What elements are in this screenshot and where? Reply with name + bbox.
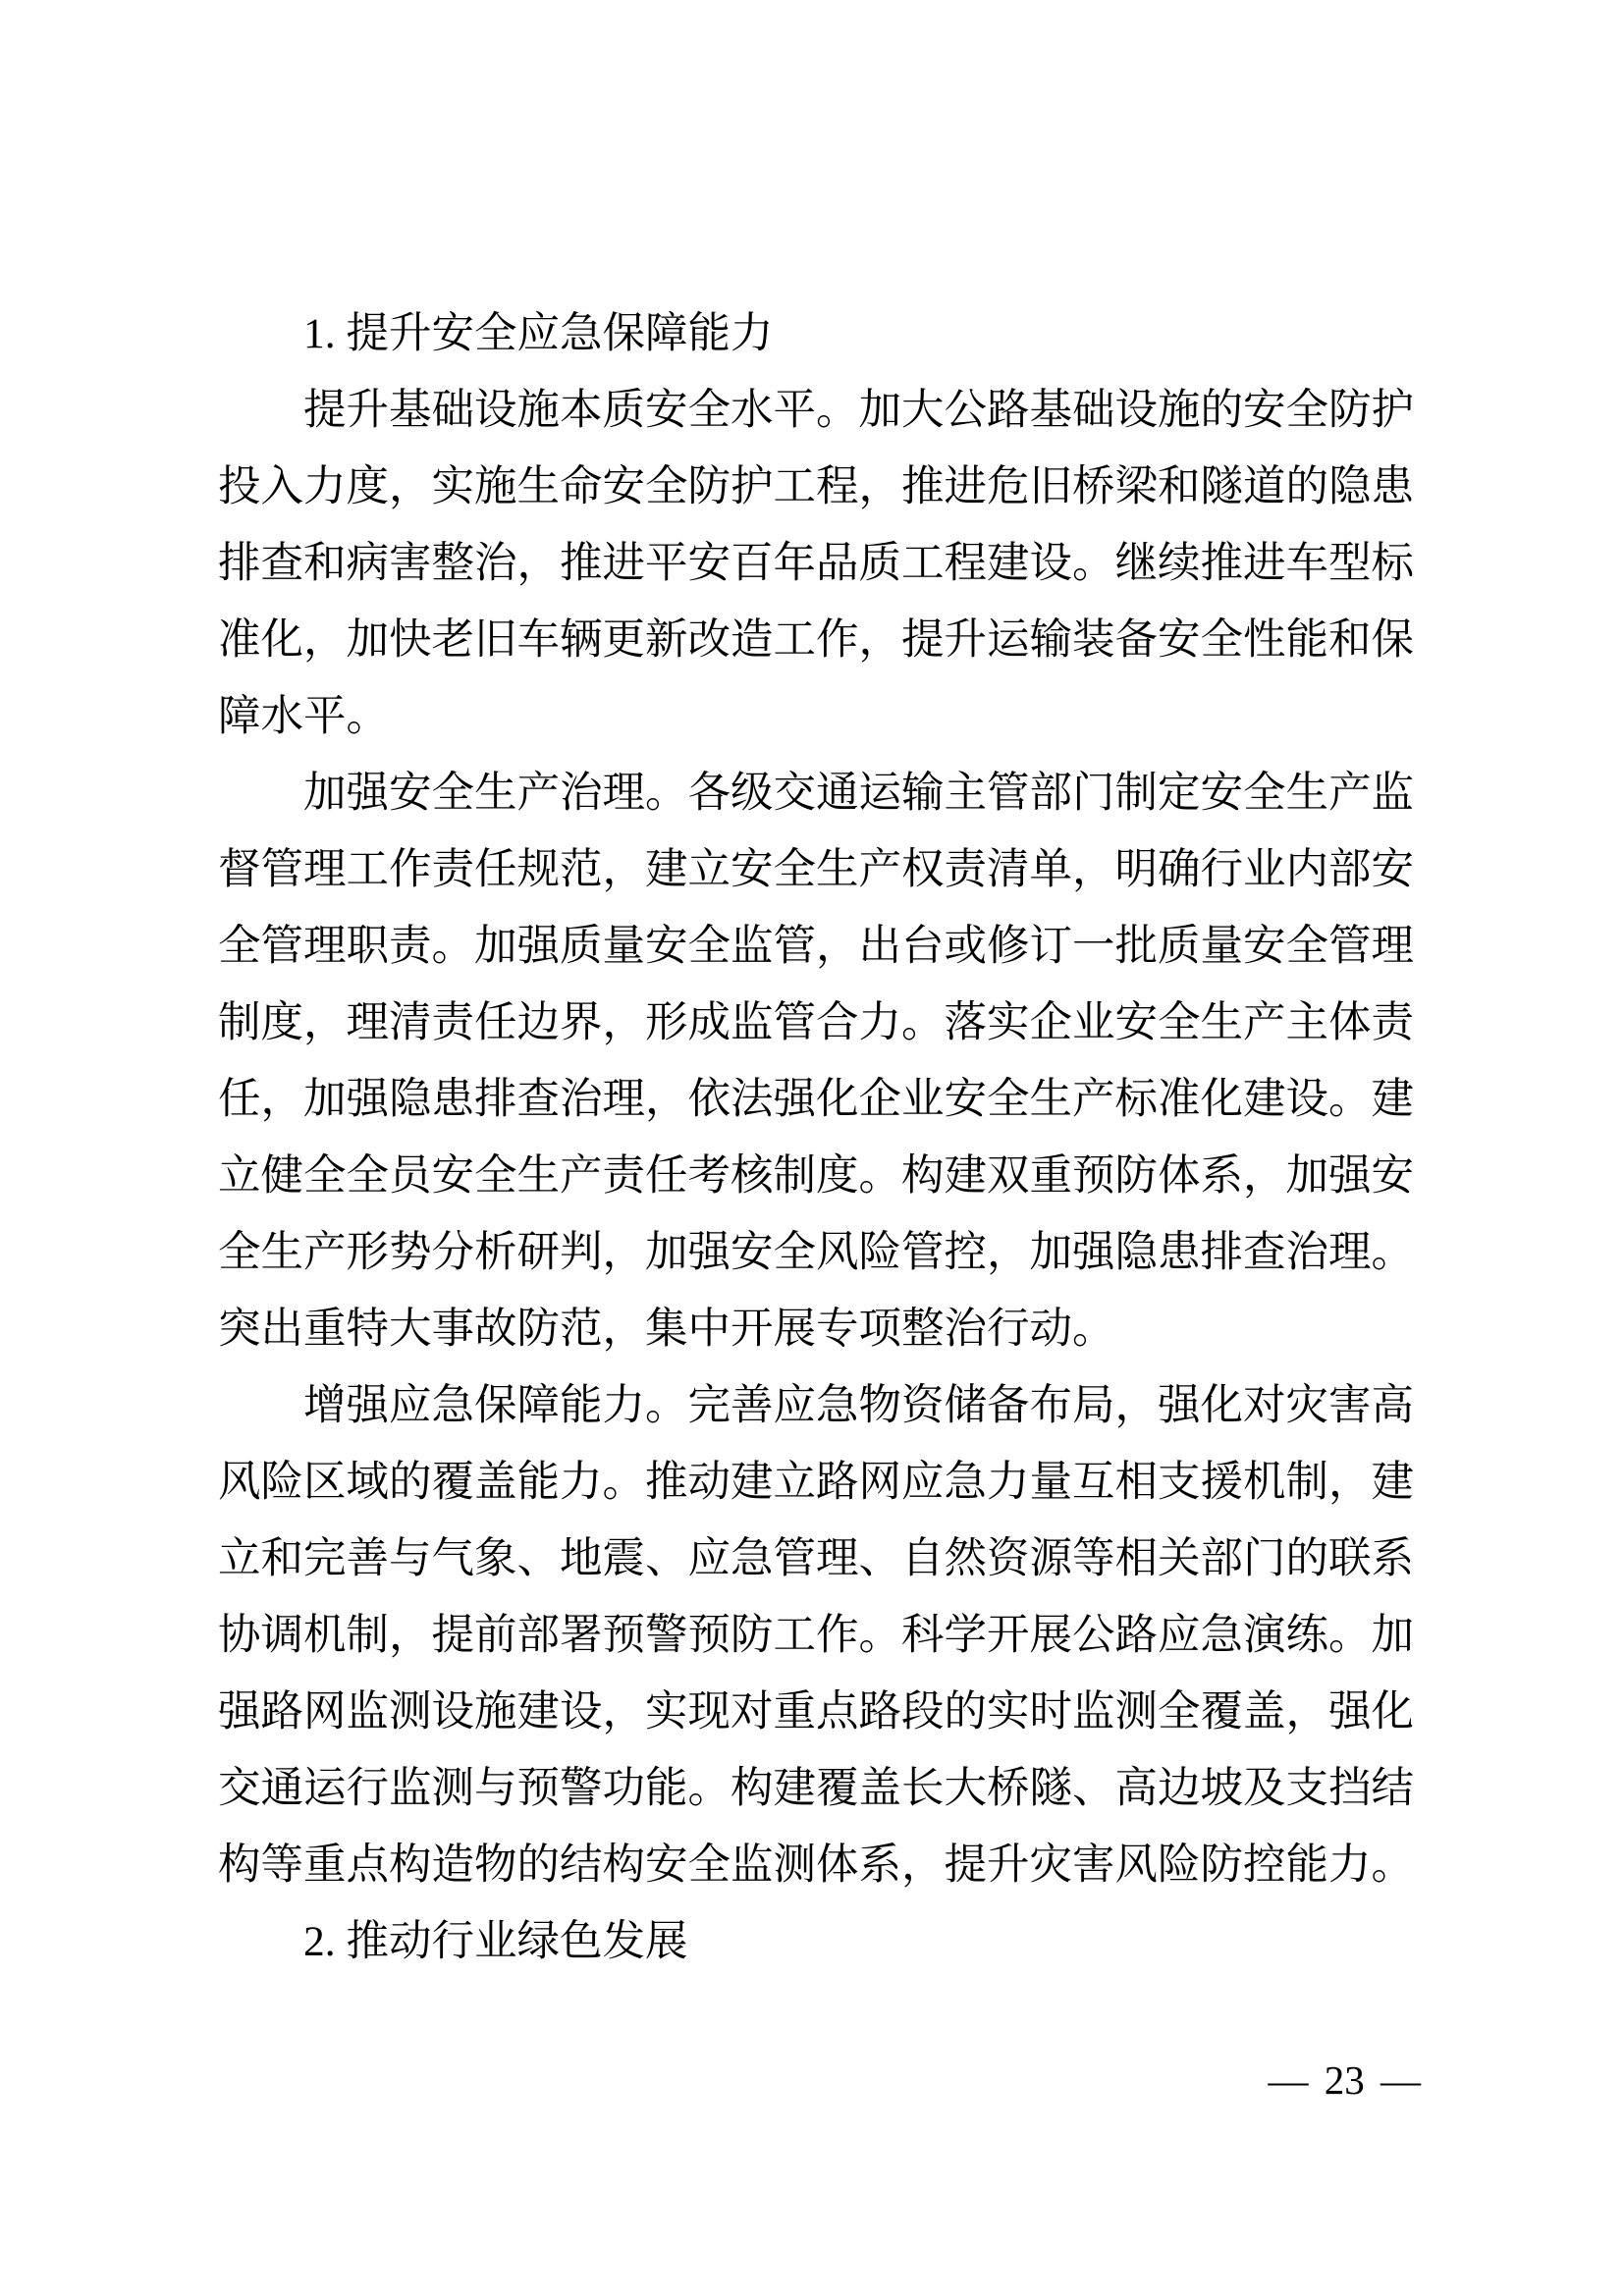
text-line: 构等重点构造物的结构安全监测体系，提升灾害风险防控能力。 bbox=[218, 1842, 1414, 1889]
text-line: 协调机制，提前部署预警预防工作。科学开展公路应急演练。加 bbox=[218, 1612, 1414, 1659]
text-line: 排查和病害整治，推进平安百年品质工程建设。继续推进车型标 bbox=[218, 540, 1414, 587]
text-line: 任，加强隐患排查治理，依法强化企业安全生产标准化建设。建 bbox=[218, 1076, 1414, 1123]
page-number: — 23 — bbox=[1268, 2057, 1421, 2103]
text-line: 提升基础设施本质安全水平。加大公路基础设施的安全防护 bbox=[303, 387, 1414, 434]
text-line: 加强安全生产治理。各级交通运输主管部门制定安全生产监 bbox=[303, 770, 1414, 817]
text-line: 投入力度，实施生命安全防护工程，推进危旧桥梁和隧道的隐患 bbox=[218, 463, 1414, 510]
text-line: 全生产形势分析研判，加强安全风险管控，加强隐患排查治理。 bbox=[218, 1229, 1414, 1276]
text-line: 风险区域的覆盖能力。推动建立路网应急力量互相支援机制，建 bbox=[218, 1459, 1414, 1506]
text-line: 全管理职责。加强质量安全监管，出台或修订一批质量安全管理 bbox=[218, 923, 1414, 970]
page-body-text bbox=[218, 295, 1414, 1980]
text-line: 增强应急保障能力。完善应急物资储备布局，强化对灾害高 bbox=[303, 1382, 1414, 1429]
section-heading-1: 1. 提升安全应急保障能力 bbox=[303, 310, 774, 357]
section-heading-2: 2. 推动行业绿色发展 bbox=[303, 1918, 688, 1965]
text-line: 立健全全员安全生产责任考核制度。构建双重预防体系，加强安 bbox=[218, 1152, 1414, 1200]
text-line: 准化，加快老旧车辆更新改造工作，提升运输装备安全性能和保 bbox=[218, 616, 1414, 664]
text-line: 立和完善与气象、地震、应急管理、自然资源等相关部门的联系 bbox=[218, 1535, 1414, 1582]
text-line: 强路网监测设施建设，实现对重点路段的实时监测全覆盖，强化 bbox=[218, 1688, 1414, 1735]
text-line: 交通运行监测与预警功能。构建覆盖长大桥隧、高边坡及支挡结 bbox=[218, 1765, 1414, 1812]
text-line: 障水平。 bbox=[218, 693, 389, 740]
text-line: 制度，理清责任边界，形成监管合力。落实企业安全生产主体责 bbox=[218, 999, 1414, 1046]
text-line: 督管理工作责任规范，建立安全生产权责清单，明确行业内部安 bbox=[218, 846, 1414, 893]
text-line: 突出重特大事故防范，集中开展专项整治行动。 bbox=[218, 1306, 1115, 1353]
